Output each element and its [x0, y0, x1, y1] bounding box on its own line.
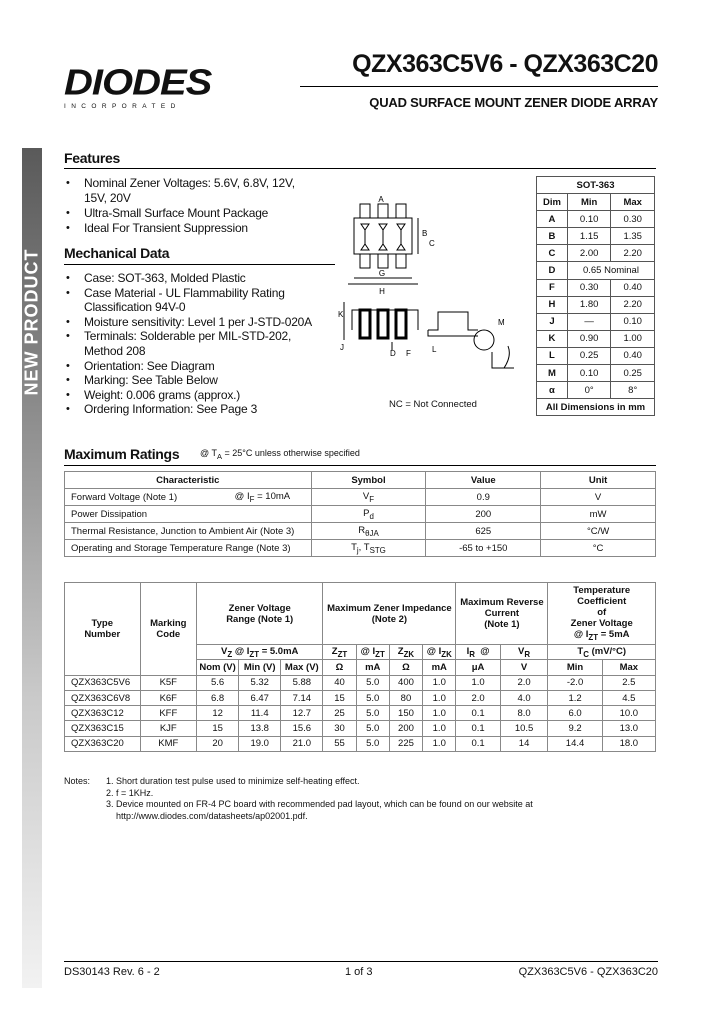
feature-item: • Ultra-Small Surface Mount Package — [64, 206, 329, 221]
dimension-name: α — [537, 382, 568, 399]
device-type: QZX363C12 — [65, 706, 141, 721]
device-value: 4.0 — [500, 690, 548, 705]
device-value: 15 — [323, 690, 356, 705]
device-value: 5.0 — [356, 736, 389, 751]
footer-part-number: QZX363C5V6 - QZX363C20 — [518, 966, 658, 978]
zzt-symbol: $Z_{ZT}$ — [323, 645, 356, 660]
device-value: 11.4 — [239, 706, 281, 721]
dim-label-d: D — [390, 349, 396, 358]
device-value: 5.0 — [356, 675, 389, 690]
dimension-row — [537, 211, 655, 228]
max-ratings-heading: Maximum Ratings — [64, 446, 180, 462]
dimension-max: 0.40 — [611, 279, 655, 296]
unit-header-cell: mA — [356, 660, 389, 675]
device-value: 1.0 — [423, 721, 456, 736]
device-type: QZX363C6V8 — [65, 690, 141, 705]
dimension-name: A — [537, 211, 568, 228]
dimension-min: 2.00 — [567, 245, 611, 262]
rating-value: 200 — [426, 506, 541, 523]
device-value: 13.0 — [602, 721, 655, 736]
mechanical-item: • Weight: 0.006 grams (approx.) — [64, 388, 334, 403]
dimension-footer: All Dimensions in mm — [537, 399, 655, 416]
dimension-max: 2.20 — [611, 296, 655, 313]
ir-symbol: $I_R$ @ — [456, 645, 500, 660]
device-value: 225 — [389, 736, 422, 751]
dimension-name: H — [537, 296, 568, 313]
rating-symbol: $V_F$ — [311, 489, 426, 506]
feature-item: • Ideal For Transient Suppression — [64, 221, 329, 236]
device-value: 21.0 — [281, 736, 323, 751]
zener-impedance-header: Maximum Zener Impedance (Note 2) — [323, 583, 456, 645]
tc-symbol: $T_C$ (mV/°C) — [548, 645, 656, 660]
device-value: 15.6 — [281, 721, 323, 736]
mechanical-item: • Case: SOT-363, Molded Plastic — [64, 271, 334, 286]
device-row — [65, 721, 656, 736]
device-value: 150 — [389, 706, 422, 721]
unit-header-cell: V — [500, 660, 548, 675]
device-value: 10.0 — [602, 706, 655, 721]
device-row — [65, 706, 656, 721]
vr-symbol: $V_R$ — [500, 645, 548, 660]
device-type: QZX363C15 — [65, 721, 141, 736]
dimension-name: M — [537, 365, 568, 382]
product-subtitle: QUAD SURFACE MOUNT ZENER DIODE ARRAY — [369, 95, 658, 110]
device-value: 5.0 — [356, 690, 389, 705]
device-value: 40 — [323, 675, 356, 690]
dimension-max: 8° — [611, 382, 655, 399]
footer-doc-number: DS30143 Rev. 6 - 2 — [64, 966, 160, 978]
title-rule — [300, 86, 658, 87]
dimension-nominal: 0.65 Nominal — [567, 262, 654, 279]
nc-note: NC = Not Connected — [389, 399, 477, 410]
device-value: 8.0 — [500, 706, 548, 721]
mechanical-item-continued: Method 208 — [84, 343, 146, 358]
footer-page-number: 1 of 3 — [345, 966, 373, 978]
device-value: 12.7 — [281, 706, 323, 721]
dim-header: Dim — [537, 194, 568, 211]
device-value: 13.8 — [239, 721, 281, 736]
zener-voltage-header: Zener Voltage Range (Note 1) — [197, 583, 323, 645]
device-value: 20 — [197, 736, 239, 751]
note-item: 3. Device mounted on FR-4 PC board with recommended pad layout, which can be found on our website at — [106, 799, 533, 809]
device-type: QZX363C5V6 — [65, 675, 141, 690]
unit-header-cell: mA — [423, 660, 456, 675]
device-value: 1.0 — [423, 675, 456, 690]
rating-value: -65 to +150 — [426, 540, 541, 557]
dimension-row — [537, 296, 655, 313]
new-product-label: NEW PRODUCT — [21, 248, 42, 396]
device-value: 14 — [500, 736, 548, 751]
unit-header-cell: Min — [548, 660, 602, 675]
rating-unit: °C — [541, 540, 656, 557]
dimension-row — [537, 347, 655, 364]
dimension-row — [537, 279, 655, 296]
marking-code: K6F — [140, 690, 197, 705]
unit-header-cell: Max (V) — [281, 660, 323, 675]
package-outline-diagram — [332, 190, 532, 380]
dim-label-l: L — [432, 345, 437, 354]
dimension-min: 1.80 — [567, 296, 611, 313]
temperature-coefficient-header: Temperature Coefficient of Zener Voltage @ $I_{ZT} = 5mA$ — [548, 583, 656, 645]
rating-row — [65, 489, 656, 506]
rating-condition: @ $I_F = 10mA$ — [214, 489, 311, 506]
dimension-name: J — [537, 313, 568, 330]
dimension-min: 0.25 — [567, 347, 611, 364]
dimension-max: 0.25 — [611, 365, 655, 382]
rating-characteristic: Power Dissipation — [65, 506, 312, 523]
device-value: 19.0 — [239, 736, 281, 751]
device-value: 1.0 — [423, 690, 456, 705]
rating-value: 0.9 — [426, 489, 541, 506]
note-item: 2. f = 1KHz. — [106, 787, 154, 798]
unit-header-cell: Ω — [389, 660, 422, 675]
dimension-max: 1.00 — [611, 330, 655, 347]
dimension-max: 0.40 — [611, 347, 655, 364]
dimension-max: 0.10 — [611, 313, 655, 330]
izt-symbol: @ $I_{ZT}$ — [356, 645, 389, 660]
dimension-name: K — [537, 330, 568, 347]
device-value: 5.0 — [356, 706, 389, 721]
device-value: 0.1 — [456, 736, 500, 751]
dimension-name: D — [537, 262, 568, 279]
logo-wordmark: DIODES — [64, 63, 212, 103]
footer-rule — [64, 961, 658, 962]
mechanical-item: • Case Material - UL Flammability Rating — [64, 286, 334, 301]
device-value: 14.4 — [548, 736, 602, 751]
device-value: 10.5 — [500, 721, 548, 736]
dimension-max: 0.30 — [611, 211, 655, 228]
dimension-name: F — [537, 279, 568, 296]
max-ratings-condition: @ $T_A = 25^\circ C$ unless otherwise specified — [200, 448, 360, 461]
rating-row — [65, 506, 656, 523]
electrical-characteristics-table — [64, 582, 656, 752]
value-header: Value — [426, 472, 541, 489]
mechanical-item: • Moisture sensitivity: Level 1 per J-STD-020A — [64, 315, 334, 330]
dimension-min: 1.15 — [567, 228, 611, 245]
device-row — [65, 736, 656, 751]
device-value: 5.32 — [239, 675, 281, 690]
dim-label-j: J — [340, 343, 344, 352]
features-heading: Features — [64, 150, 120, 166]
marking-code: KJF — [140, 721, 197, 736]
dim-label-c: C — [429, 239, 435, 248]
zzk-symbol: $Z_{ZK}$ — [389, 645, 422, 660]
unit-header-cell: μA — [456, 660, 500, 675]
mechanical-item: • Terminals: Solderable per MIL-STD-202, — [64, 329, 334, 344]
device-value: 6.8 — [197, 690, 239, 705]
part-title: QZX363C5V6 - QZX363C20 — [352, 50, 658, 78]
rating-characteristic: Operating and Storage Temperature Range (Note 3) — [65, 540, 312, 557]
dimension-row — [537, 245, 655, 262]
device-value: 55 — [323, 736, 356, 751]
mechanical-rule — [64, 264, 335, 265]
unit-header-cell: Min (V) — [239, 660, 281, 675]
device-value: 15 — [197, 721, 239, 736]
rating-characteristic: Thermal Resistance, Junction to Ambient Air (Note 3) — [65, 523, 312, 540]
rating-value: 625 — [426, 523, 541, 540]
device-value: 2.5 — [602, 675, 655, 690]
characteristic-header: Characteristic — [65, 472, 312, 489]
unit-header-cell: Ω — [323, 660, 356, 675]
unit-header-cell: Nom (V) — [197, 660, 239, 675]
reverse-current-header: Maximum Reverse Current (Note 1) — [456, 583, 548, 645]
note-url[interactable]: http://www.diodes.com/datasheets/ap02001.pdf. — [106, 810, 308, 821]
dimension-row — [537, 262, 655, 279]
unit-header: Unit — [541, 472, 656, 489]
device-value: 1.0 — [423, 706, 456, 721]
max-ratings-rule — [64, 465, 656, 466]
dimension-name: B — [537, 228, 568, 245]
dim-label-g: G — [378, 269, 386, 278]
rating-symbol: $P_d$ — [311, 506, 426, 523]
device-value: 4.5 — [602, 690, 655, 705]
device-value: 18.0 — [602, 736, 655, 751]
marking-code-header: Marking Code — [140, 583, 197, 676]
device-value: 1.0 — [456, 675, 500, 690]
device-value: 2.0 — [500, 675, 548, 690]
device-value: 1.2 — [548, 690, 602, 705]
marking-code: KMF — [140, 736, 197, 751]
marking-code: K5F — [140, 675, 197, 690]
dim-label-k: K — [338, 310, 344, 319]
device-value: 25 — [323, 706, 356, 721]
dim-label-a: A — [378, 195, 384, 204]
diodes-logo — [64, 64, 211, 110]
rating-row — [65, 540, 656, 557]
rating-unit: mW — [541, 506, 656, 523]
device-value: 6.47 — [239, 690, 281, 705]
device-value: 400 — [389, 675, 422, 690]
device-value: 80 — [389, 690, 422, 705]
mechanical-item: • Orientation: See Diagram — [64, 359, 334, 374]
dimension-row — [537, 382, 655, 399]
dimension-min: 0.10 — [567, 365, 611, 382]
rating-characteristic: Forward Voltage (Note 1) — [65, 489, 215, 506]
device-value: 30 — [323, 721, 356, 736]
device-type: QZX363C20 — [65, 736, 141, 751]
dimension-max: 2.20 — [611, 245, 655, 262]
dimension-row — [537, 313, 655, 330]
features-rule — [64, 168, 656, 169]
rating-unit: V — [541, 489, 656, 506]
device-value: 5.6 — [197, 675, 239, 690]
device-value: 5.0 — [356, 721, 389, 736]
device-row — [65, 675, 656, 690]
feature-item: • Nominal Zener Voltages: 5.6V, 6.8V, 12V, — [64, 176, 329, 191]
device-value: 0.1 — [456, 706, 500, 721]
dimension-min: 0.30 — [567, 279, 611, 296]
min-header: Min — [567, 194, 611, 211]
type-number-header: Type Number — [65, 583, 141, 676]
dimension-min: 0.90 — [567, 330, 611, 347]
dimension-min: — — [567, 313, 611, 330]
device-value: -2.0 — [548, 675, 602, 690]
package-name: SOT-363 — [537, 177, 655, 194]
rating-symbol: $R_{\theta JA}$ — [311, 523, 426, 540]
mechanical-heading: Mechanical Data — [64, 245, 170, 261]
mechanical-item-continued: Classification 94V-0 — [84, 300, 186, 315]
logo-subtext: INCORPORATED — [64, 103, 181, 110]
features-list — [64, 176, 329, 236]
dimension-row — [537, 365, 655, 382]
symbol-header: Symbol — [311, 472, 426, 489]
dimension-name: C — [537, 245, 568, 262]
note-item: 1. Short duration test pulse used to minimize self-heating effect. — [106, 776, 360, 786]
side-view — [344, 302, 418, 350]
mechanical-item: • Ordering Information: See Page 3 — [64, 402, 334, 417]
device-value: 200 — [389, 721, 422, 736]
rating-symbol: $T_j$, $T_{STG}$ — [311, 540, 426, 557]
device-row — [65, 690, 656, 705]
device-value: 9.2 — [548, 721, 602, 736]
device-value: 1.0 — [423, 736, 456, 751]
mechanical-list — [64, 271, 334, 417]
unit-header-cell: Max — [602, 660, 655, 675]
rating-unit: °C/W — [541, 523, 656, 540]
dimension-max: 1.35 — [611, 228, 655, 245]
max-header: Max — [611, 194, 655, 211]
izk-symbol: @ $I_{ZK}$ — [423, 645, 456, 660]
dim-label-m: M — [498, 318, 505, 327]
marking-code: KFF — [140, 706, 197, 721]
vz-condition: $V_Z$ @ $I_{ZT} = 5.0mA$ — [197, 645, 323, 660]
dimension-row — [537, 330, 655, 347]
feature-item-continued: 15V, 20V — [84, 191, 131, 205]
rating-row — [65, 523, 656, 540]
dimension-min: 0.10 — [567, 211, 611, 228]
dim-label-f: F — [406, 349, 411, 358]
device-value: 6.0 — [548, 706, 602, 721]
device-value: 12 — [197, 706, 239, 721]
max-ratings-table — [64, 471, 656, 557]
notes-label: Notes: — [64, 776, 91, 786]
dim-label-h: H — [379, 287, 385, 296]
sot363-dimension-table — [536, 176, 655, 416]
mechanical-item: • Marking: See Table Below — [64, 373, 334, 388]
dimension-row — [537, 228, 655, 245]
device-value: 5.88 — [281, 675, 323, 690]
device-value: 2.0 — [456, 690, 500, 705]
dim-label-b: B — [422, 229, 428, 238]
device-value: 0.1 — [456, 721, 500, 736]
dimension-min: 0° — [567, 382, 611, 399]
device-value: 7.14 — [281, 690, 323, 705]
dimension-name: L — [537, 347, 568, 364]
